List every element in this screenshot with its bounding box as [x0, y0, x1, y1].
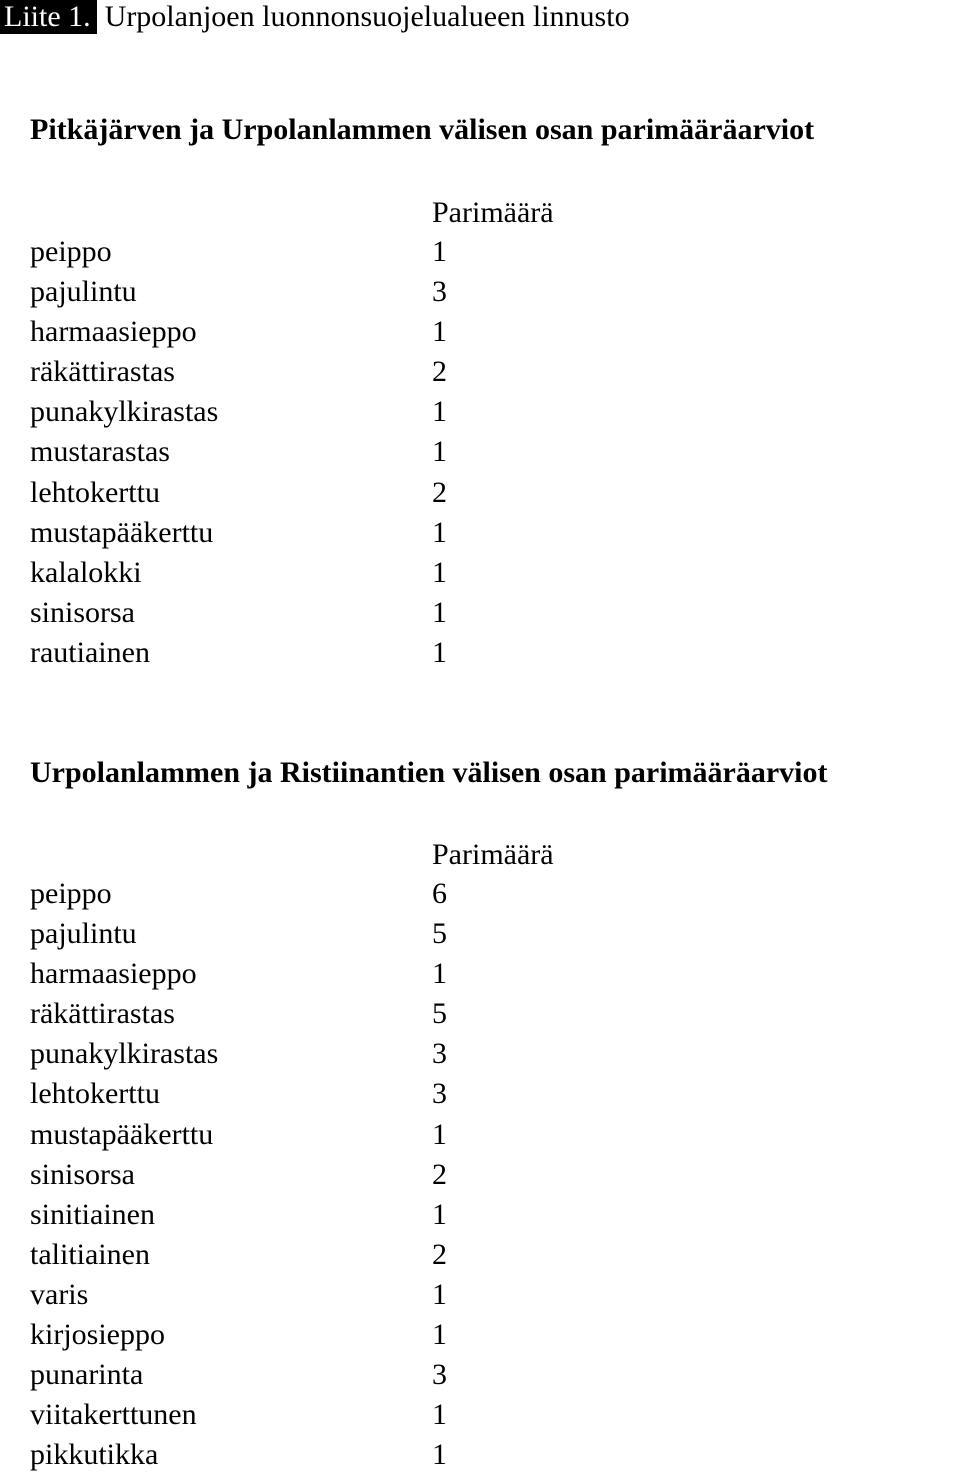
table-row: [30, 1355, 630, 1395]
table-row: [30, 352, 630, 392]
table-row: [30, 1115, 630, 1155]
species-name: lehtokerttu: [30, 1077, 160, 1111]
species-name: punarinta: [30, 1358, 144, 1392]
table-row: [30, 473, 630, 513]
pair-count: 2: [432, 1157, 447, 1191]
species-name: pajulintu: [30, 275, 137, 309]
column-header-parimaara: Parimäärä: [432, 838, 554, 871]
section-heading-urpolanlampi: Urpolanlammen ja Ristiinantien välisen osan parimääräarviot: [30, 756, 828, 789]
pair-count: 5: [432, 997, 447, 1031]
species-name: harmaasieppo: [30, 315, 197, 349]
species-name: sinitiainen: [30, 1197, 155, 1231]
species-name: pajulintu: [30, 917, 137, 951]
table-row: [30, 232, 630, 272]
pair-count: 1: [432, 315, 447, 349]
pair-count: 3: [432, 1077, 447, 1111]
species-name: räkättirastas: [30, 355, 175, 389]
pair-count: 6: [432, 877, 447, 910]
species-name: räkättirastas: [30, 997, 175, 1031]
table-row: [30, 1395, 630, 1435]
species-name: talitiainen: [30, 1237, 150, 1271]
table-row: [30, 513, 630, 553]
species-name: kalalokki: [30, 555, 142, 589]
species-table-urpolanlampi: [30, 874, 630, 1475]
species-name: sinisorsa: [30, 595, 135, 629]
pair-count: 3: [432, 275, 447, 309]
column-header-parimaara: Parimäärä: [432, 196, 554, 229]
table-row: [30, 1195, 630, 1235]
table-row: [30, 1275, 630, 1315]
table-row: [30, 633, 630, 673]
species-name: peippo: [30, 235, 112, 268]
section-heading-pitkajarvi: Pitkäjärven ja Urpolanlammen välisen osan parimääräarviot: [30, 113, 815, 146]
species-name: harmaasieppo: [30, 957, 197, 991]
species-name: mustapääkerttu: [30, 515, 214, 549]
pair-count: 1: [432, 1197, 447, 1231]
species-table-pitkajarvi: [30, 232, 630, 673]
table-row: [30, 1435, 630, 1475]
species-name: mustarastas: [30, 435, 170, 469]
table-row: [30, 272, 630, 312]
species-name: kirjosieppo: [30, 1318, 165, 1352]
species-name: pikkutikka: [30, 1438, 159, 1472]
pair-count: 1: [432, 235, 447, 268]
document-title: Urpolanjoen luonnonsuojelualueen linnusto: [104, 0, 630, 33]
pair-count: 1: [432, 395, 447, 429]
pair-count: 2: [432, 475, 447, 509]
species-name: punakylkirastas: [30, 395, 219, 429]
pair-count: 1: [432, 1318, 447, 1352]
table-row: [30, 874, 630, 914]
table-row: [30, 1034, 630, 1074]
pair-count: 5: [432, 917, 447, 951]
table-row: [30, 1235, 630, 1275]
table-row: [30, 1074, 630, 1114]
table-row: [30, 954, 630, 994]
table-row: [30, 312, 630, 352]
pair-count: 3: [432, 1037, 447, 1071]
pair-count: 1: [432, 1438, 447, 1472]
pair-count: 2: [432, 1237, 447, 1271]
table-row: [30, 914, 630, 954]
pair-count: 2: [432, 355, 447, 389]
species-name: punakylkirastas: [30, 1037, 219, 1071]
table-row: [30, 392, 630, 432]
pair-count: 1: [432, 515, 447, 549]
pair-count: 3: [432, 1358, 447, 1392]
table-row: [30, 994, 630, 1034]
species-name: viitakerttunen: [30, 1398, 197, 1432]
pair-count: 1: [432, 635, 447, 669]
pair-count: 1: [432, 1117, 447, 1151]
species-name: rautiainen: [30, 635, 150, 669]
species-name: sinisorsa: [30, 1157, 135, 1191]
table-row: [30, 1315, 630, 1355]
pair-count: 1: [432, 595, 447, 629]
page-header: [0, 0, 630, 34]
species-name: lehtokerttu: [30, 475, 160, 509]
pair-count: 1: [432, 957, 447, 991]
appendix-label: Liite 1.: [0, 0, 97, 34]
pair-count: 1: [432, 1277, 447, 1311]
table-row: [30, 1155, 630, 1195]
pair-count: 1: [432, 435, 447, 469]
table-row: [30, 432, 630, 472]
species-name: mustapääkerttu: [30, 1117, 214, 1151]
pair-count: 1: [432, 555, 447, 589]
species-name: peippo: [30, 877, 112, 910]
pair-count: 1: [432, 1398, 447, 1432]
table-row: [30, 553, 630, 593]
species-name: varis: [30, 1277, 89, 1311]
table-row: [30, 593, 630, 633]
